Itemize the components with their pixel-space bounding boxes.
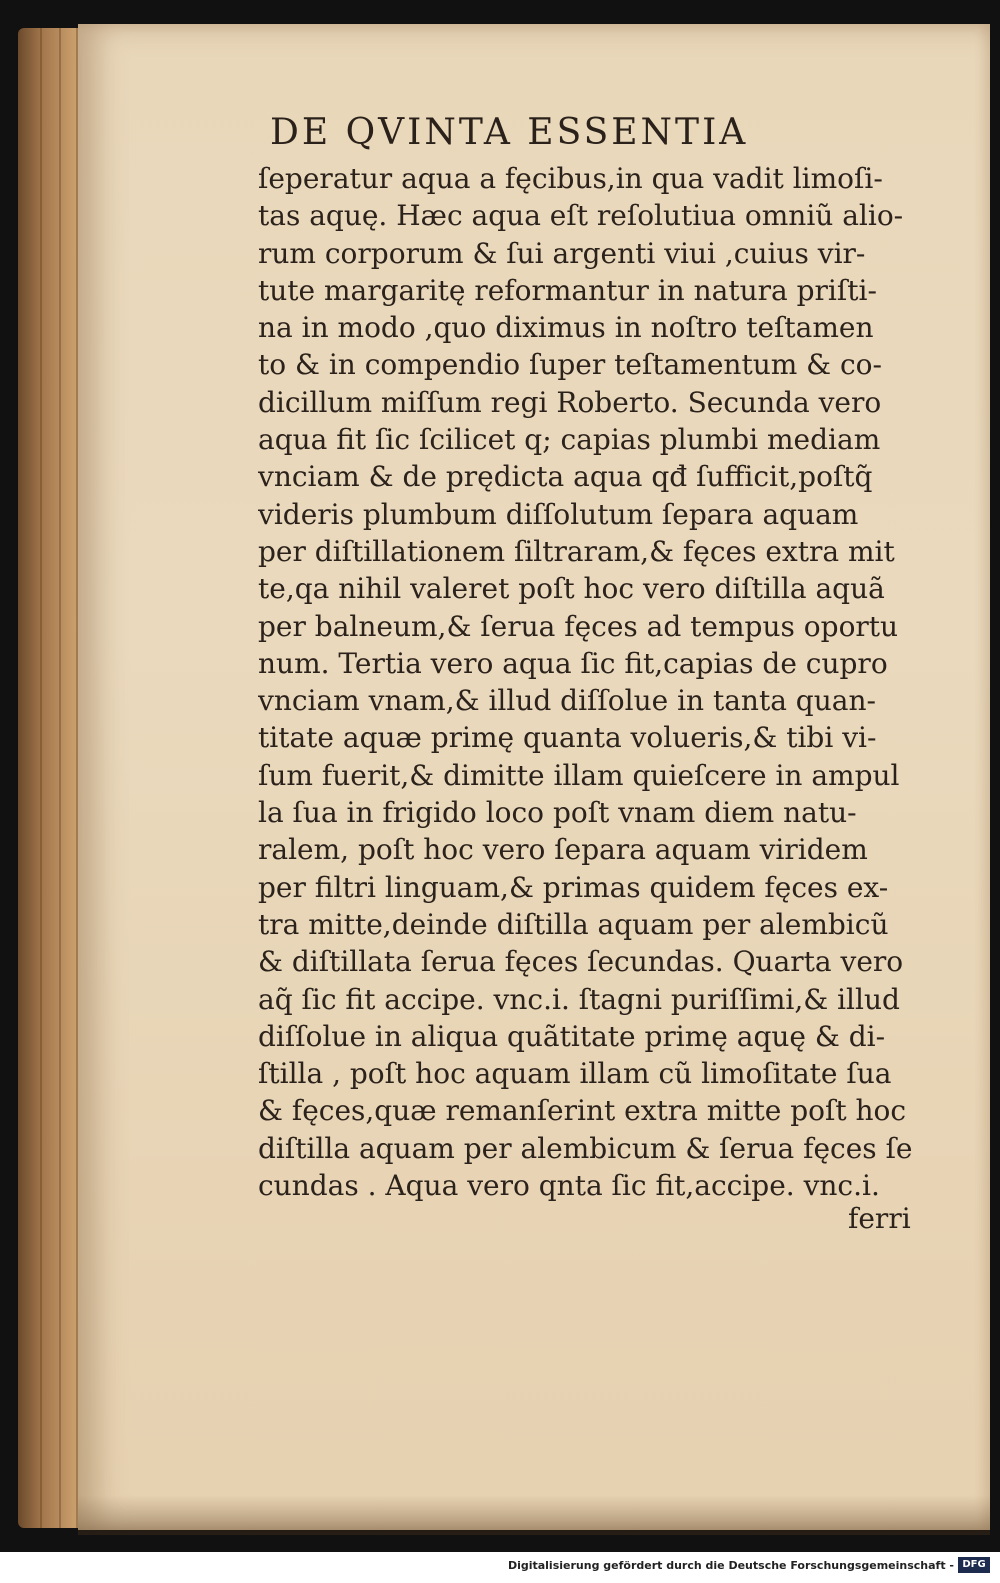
text-line: videris plumbum diſſolutum ſepara aquam xyxy=(258,497,859,531)
text-line: tute margaritę reformantur in natura priſti- xyxy=(258,273,877,307)
text-line: dicillum miſſum regi Roberto. Secunda vero xyxy=(258,385,882,419)
text-line: aq̃ ſic fit accipe. vnc.i. ſtagni puriſſimi,& illud xyxy=(258,982,900,1016)
text-line: te,qa nihil valeret poſt hoc vero diſtilla aquã xyxy=(258,572,885,606)
page-shadow xyxy=(78,1495,990,1535)
funding-credit: Digitalisierung gefördert durch die Deutsche Forschungsgemeinschaft - xyxy=(507,1559,954,1572)
text-line: diſſolue in aliqua quãtitate primę aquę & di- xyxy=(258,1019,886,1053)
text-line: per diſtillationem ſiltraram,& fęces extra mit xyxy=(258,534,895,568)
text-line: na in modo ,quo diximus in noſtro teſtamen xyxy=(258,311,874,345)
text-line: titate aquæ primę quanta volueris,& tibi vi- xyxy=(258,721,877,755)
text-line: vnciam vnam,& illud diſſolue in tanta quan- xyxy=(258,684,876,718)
running-head: DE QVINTA ESSENTIA xyxy=(270,112,749,153)
text-line: per balneum,& ſerua fęces ad tempus oportu xyxy=(258,609,899,643)
text-line: to & in compendio ſuper teſtamentum & co- xyxy=(258,348,882,382)
dfg-logo-icon: DFG xyxy=(958,1557,990,1573)
text-line: rum corporum & ſui argenti viui ,cuius vir- xyxy=(258,236,866,270)
text-line: cundas . Aqua vero qnta ſic fit,accipe. vnc.i. xyxy=(258,1169,880,1203)
text-line: vnciam & de prędicta aqua qđ ſufficit,poſtq̃ xyxy=(258,460,873,494)
text-line: ſtilla , poſt hoc aquam illam cũ limoſitate ſua xyxy=(258,1057,892,1091)
catchword: ferri xyxy=(848,1202,911,1235)
text-line: & fęces,quæ remanſerint extra mitte poſt hoc xyxy=(258,1094,907,1128)
text-line: ſeperatur aqua a fęcibus,in qua vadit limoſi- xyxy=(258,162,883,195)
text-line: ralem, poſt hoc vero ſepara aquam viridem xyxy=(258,833,868,867)
text-line: ſum fuerit,& dimitte illam quieſcere in ampul xyxy=(258,758,900,792)
text-line: diſtilla aquam per alembicum & ſerua fęces ſe xyxy=(258,1131,913,1165)
text-line: per filtri linguam,& primas quidem fęces ex- xyxy=(258,870,889,904)
body-text xyxy=(258,160,918,1204)
text-line: tas aquę. Hæc aqua eſt reſolutiua omniũ alio- xyxy=(258,199,904,233)
text-line: tra mitte,deinde diſtilla aquam per alembicũ xyxy=(258,907,889,941)
text-line: num. Tertia vero aqua ſic fit,capias de cupro xyxy=(258,646,888,680)
text-line: la ſua in frigido loco poſt vnam diem natu- xyxy=(258,796,857,830)
text-line: aqua fit ſic ſcilicet q; capias plumbi mediam xyxy=(258,423,881,457)
text-line: & diſtillata ſerua fęces ſecundas. Quarta vero xyxy=(258,945,904,979)
